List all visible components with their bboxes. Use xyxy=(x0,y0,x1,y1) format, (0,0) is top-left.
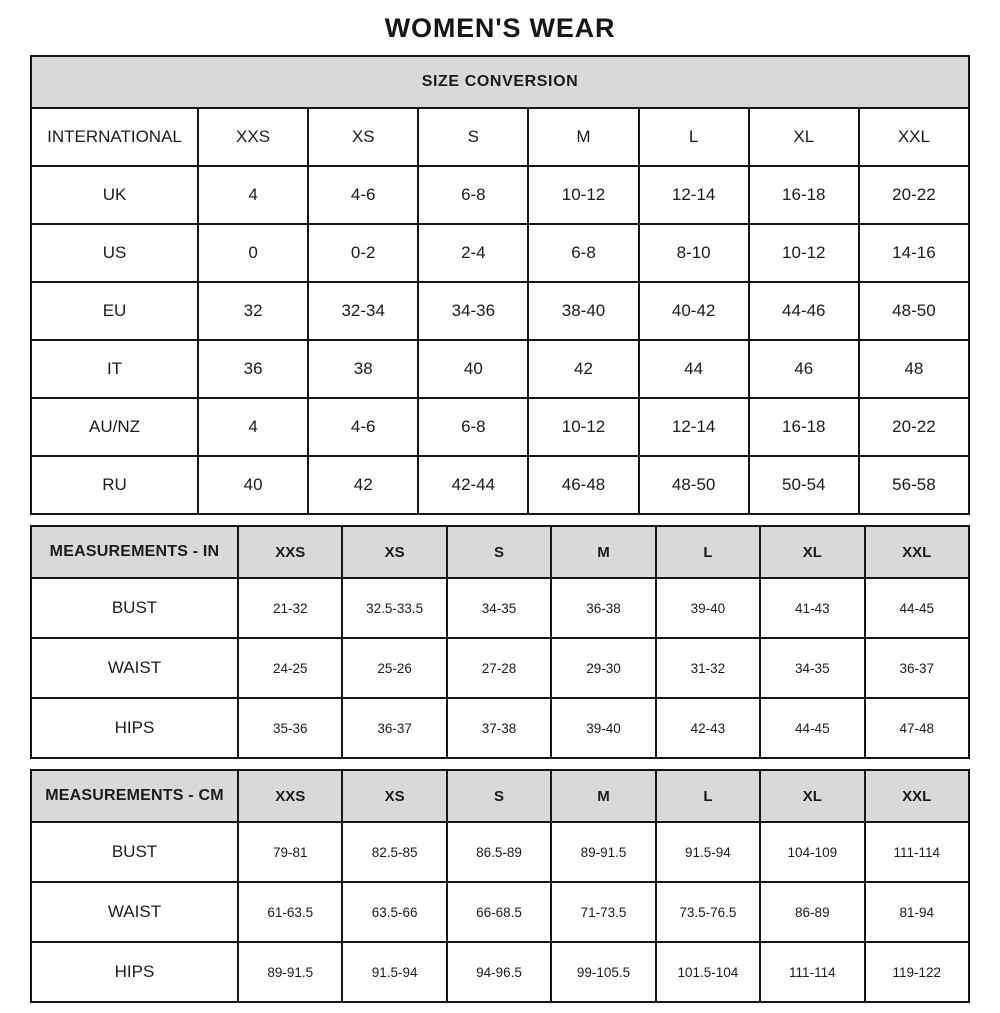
value-cell: 36-37 xyxy=(342,698,446,758)
value-cell: 16-18 xyxy=(749,398,859,456)
table-row xyxy=(31,882,969,942)
size-col-header: M xyxy=(528,108,638,166)
table-banner-row xyxy=(31,56,969,108)
size-col-header: XXS xyxy=(238,770,342,822)
table-header-row xyxy=(31,770,969,822)
value-cell: 44-45 xyxy=(760,698,864,758)
value-cell: 44 xyxy=(639,340,749,398)
size-col-header: S xyxy=(418,108,528,166)
value-cell: 42-44 xyxy=(418,456,528,514)
value-cell: 91.5-94 xyxy=(342,942,446,1002)
value-cell: 56-58 xyxy=(859,456,969,514)
value-cell: 41-43 xyxy=(760,578,864,638)
value-cell: 111-114 xyxy=(865,822,969,882)
value-cell: 36-38 xyxy=(551,578,655,638)
table-row xyxy=(31,698,969,758)
col-header-label: MEASUREMENTS - IN xyxy=(31,526,238,578)
row-label: IT xyxy=(31,340,198,398)
value-cell: 48 xyxy=(859,340,969,398)
value-cell: 6-8 xyxy=(418,398,528,456)
value-cell: 36 xyxy=(198,340,308,398)
row-label: BUST xyxy=(31,578,238,638)
value-cell: 34-35 xyxy=(760,638,864,698)
value-cell: 44-46 xyxy=(749,282,859,340)
value-cell: 46 xyxy=(749,340,859,398)
size-col-header: XXL xyxy=(865,526,969,578)
value-cell: 81-94 xyxy=(865,882,969,942)
value-cell: 8-10 xyxy=(639,224,749,282)
value-cell: 99-105.5 xyxy=(551,942,655,1002)
value-cell: 40 xyxy=(418,340,528,398)
value-cell: 16-18 xyxy=(749,166,859,224)
value-cell: 42 xyxy=(308,456,418,514)
value-cell: 50-54 xyxy=(749,456,859,514)
value-cell: 6-8 xyxy=(528,224,638,282)
value-cell: 66-68.5 xyxy=(447,882,551,942)
table-row xyxy=(31,578,969,638)
value-cell: 6-8 xyxy=(418,166,528,224)
value-cell: 89-91.5 xyxy=(551,822,655,882)
value-cell: 104-109 xyxy=(760,822,864,882)
size-col-header: L xyxy=(656,770,760,822)
value-cell: 91.5-94 xyxy=(656,822,760,882)
measurements-cm-table xyxy=(30,769,970,1003)
value-cell: 111-114 xyxy=(760,942,864,1002)
row-label: WAIST xyxy=(31,638,238,698)
value-cell: 10-12 xyxy=(528,398,638,456)
value-cell: 31-32 xyxy=(656,638,760,698)
value-cell: 20-22 xyxy=(859,398,969,456)
size-conversion-table xyxy=(30,55,970,515)
size-col-header: XXL xyxy=(859,108,969,166)
value-cell: 4 xyxy=(198,166,308,224)
value-cell: 0-2 xyxy=(308,224,418,282)
value-cell: 42-43 xyxy=(656,698,760,758)
value-cell: 36-37 xyxy=(865,638,969,698)
table-row xyxy=(31,224,969,282)
size-col-header: XS xyxy=(342,526,446,578)
size-col-header: L xyxy=(656,526,760,578)
value-cell: 32 xyxy=(198,282,308,340)
value-cell: 34-35 xyxy=(447,578,551,638)
value-cell: 48-50 xyxy=(639,456,749,514)
value-cell: 119-122 xyxy=(865,942,969,1002)
row-label: AU/NZ xyxy=(31,398,198,456)
row-label: EU xyxy=(31,282,198,340)
value-cell: 44-45 xyxy=(865,578,969,638)
value-cell: 25-26 xyxy=(342,638,446,698)
size-col-header: M xyxy=(551,526,655,578)
value-cell: 40-42 xyxy=(639,282,749,340)
size-col-header: S xyxy=(447,526,551,578)
value-cell: 10-12 xyxy=(749,224,859,282)
value-cell: 12-14 xyxy=(639,166,749,224)
value-cell: 35-36 xyxy=(238,698,342,758)
value-cell: 34-36 xyxy=(418,282,528,340)
value-cell: 4 xyxy=(198,398,308,456)
size-col-header: XS xyxy=(308,108,418,166)
value-cell: 14-16 xyxy=(859,224,969,282)
value-cell: 63.5-66 xyxy=(342,882,446,942)
value-cell: 94-96.5 xyxy=(447,942,551,1002)
value-cell: 79-81 xyxy=(238,822,342,882)
value-cell: 37-38 xyxy=(447,698,551,758)
size-col-header: M xyxy=(551,770,655,822)
value-cell: 47-48 xyxy=(865,698,969,758)
size-col-header: XXL xyxy=(865,770,969,822)
value-cell: 40 xyxy=(198,456,308,514)
value-cell: 86.5-89 xyxy=(447,822,551,882)
value-cell: 20-22 xyxy=(859,166,969,224)
value-cell: 82.5-85 xyxy=(342,822,446,882)
table-banner: SIZE CONVERSION xyxy=(31,56,969,108)
value-cell: 38 xyxy=(308,340,418,398)
value-cell: 71-73.5 xyxy=(551,882,655,942)
value-cell: 42 xyxy=(528,340,638,398)
page xyxy=(0,13,1000,1003)
size-col-header: XL xyxy=(760,526,864,578)
size-col-header: S xyxy=(447,770,551,822)
value-cell: 39-40 xyxy=(551,698,655,758)
col-header-label: INTERNATIONAL xyxy=(31,108,198,166)
table-row xyxy=(31,340,969,398)
value-cell: 12-14 xyxy=(639,398,749,456)
value-cell: 39-40 xyxy=(656,578,760,638)
size-col-header: XXS xyxy=(238,526,342,578)
value-cell: 46-48 xyxy=(528,456,638,514)
value-cell: 21-32 xyxy=(238,578,342,638)
value-cell: 86-89 xyxy=(760,882,864,942)
value-cell: 0 xyxy=(198,224,308,282)
row-label: RU xyxy=(31,456,198,514)
table-row xyxy=(31,638,969,698)
value-cell: 32-34 xyxy=(308,282,418,340)
row-label: UK xyxy=(31,166,198,224)
table-header-row xyxy=(31,526,969,578)
row-label: BUST xyxy=(31,822,238,882)
value-cell: 32.5-33.5 xyxy=(342,578,446,638)
value-cell: 4-6 xyxy=(308,398,418,456)
table-row xyxy=(31,456,969,514)
page-title: WOMEN'S WEAR xyxy=(384,13,616,43)
row-label: US xyxy=(31,224,198,282)
size-col-header: XXS xyxy=(198,108,308,166)
value-cell: 2-4 xyxy=(418,224,528,282)
value-cell: 101.5-104 xyxy=(656,942,760,1002)
value-cell: 24-25 xyxy=(238,638,342,698)
row-label: HIPS xyxy=(31,698,238,758)
table-row xyxy=(31,166,969,224)
size-col-header: XS xyxy=(342,770,446,822)
value-cell: 89-91.5 xyxy=(238,942,342,1002)
table-row xyxy=(31,942,969,1002)
value-cell: 48-50 xyxy=(859,282,969,340)
table-row xyxy=(31,398,969,456)
size-col-header: L xyxy=(639,108,749,166)
row-label: WAIST xyxy=(31,882,238,942)
table-header-row xyxy=(31,108,969,166)
value-cell: 73.5-76.5 xyxy=(656,882,760,942)
table-row xyxy=(31,822,969,882)
value-cell: 61-63.5 xyxy=(238,882,342,942)
value-cell: 29-30 xyxy=(551,638,655,698)
size-col-header: XL xyxy=(760,770,864,822)
value-cell: 27-28 xyxy=(447,638,551,698)
measurements-in-table xyxy=(30,525,970,759)
row-label: HIPS xyxy=(31,942,238,1002)
value-cell: 10-12 xyxy=(528,166,638,224)
size-col-header: XL xyxy=(749,108,859,166)
col-header-label: MEASUREMENTS - CM xyxy=(31,770,238,822)
table-row xyxy=(31,282,969,340)
value-cell: 4-6 xyxy=(308,166,418,224)
value-cell: 38-40 xyxy=(528,282,638,340)
